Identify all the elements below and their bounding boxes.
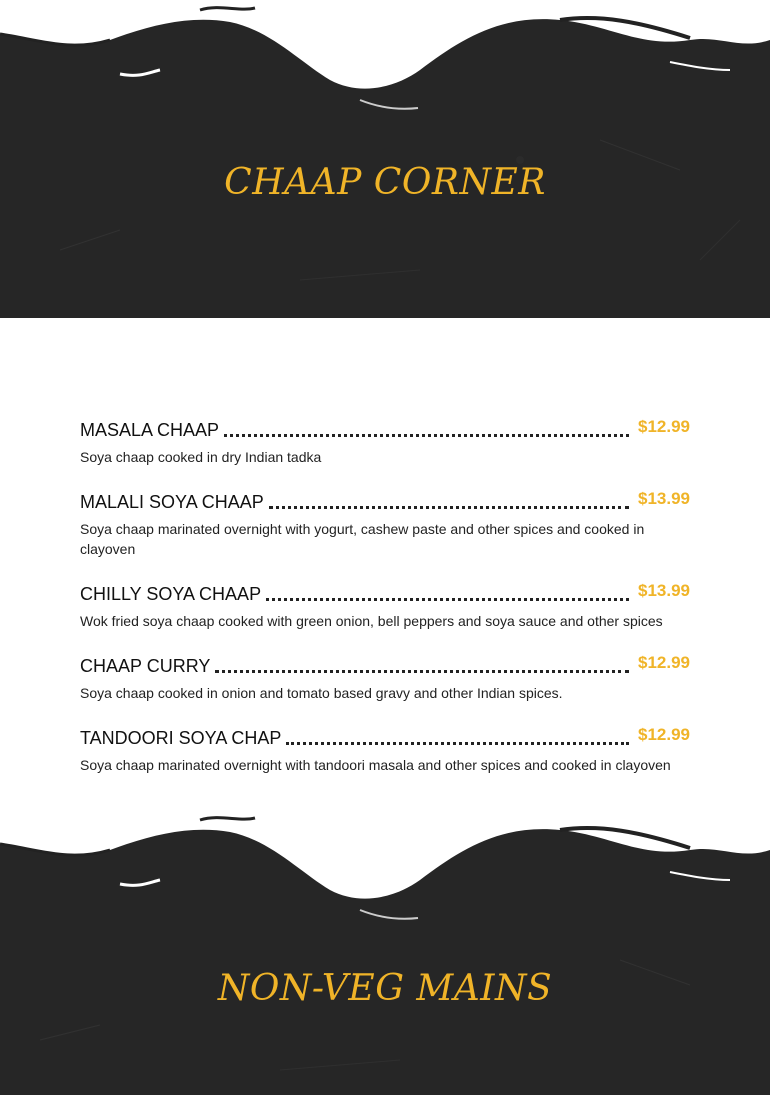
menu-item-row (80, 488, 690, 514)
menu-item-name: CHILLY SOYA CHAAP (80, 584, 262, 604)
menu-item-price: $12.99 (638, 653, 690, 672)
menu-item (80, 724, 690, 775)
section-title-chaap-corner: CHAAP CORNER (224, 162, 546, 203)
brush-wave-bottom (0, 810, 770, 940)
dot-leader (266, 598, 629, 601)
dot-leader (224, 434, 629, 437)
menu-item-description: Soya chaap cooked in dry Indian tadka (80, 449, 322, 465)
menu-item-list (80, 416, 690, 796)
menu-item-name: MASALA CHAAP (80, 420, 220, 440)
menu-item-description: Wok fried soya chaap cooked with green onion, bell peppers and soya sauce and other spices (80, 613, 663, 629)
dot-leader (286, 742, 629, 745)
menu-item-name: CHAAP CURRY (80, 656, 211, 676)
dot-leader (269, 506, 629, 509)
dot-leader (215, 670, 629, 673)
menu-item-row (80, 580, 690, 606)
menu-item-row (80, 416, 690, 442)
menu-item-name: TANDOORI SOYA CHAP (80, 728, 282, 748)
menu-item-description: Soya chaap marinated overnight with yogurt, cashew paste and other spices and cooked in clayoven (80, 521, 645, 557)
menu-item-description: Soya chaap marinated overnight with tandoori masala and other spices and cooked in clayoven (80, 757, 671, 773)
menu-item (80, 416, 690, 467)
section-title-non-veg-mains: NON-VEG MAINS (217, 968, 553, 1009)
brush-wave-top (0, 0, 770, 130)
menu-item-row (80, 724, 690, 750)
menu-item-price: $13.99 (638, 489, 690, 508)
menu-item-name: MALALI SOYA CHAAP (80, 492, 264, 512)
chalkboard-banner-bottom (0, 810, 770, 1095)
menu-item (80, 488, 690, 559)
menu-item (80, 580, 690, 631)
chalkboard-banner-top (0, 0, 770, 318)
menu-item (80, 652, 690, 703)
menu-item-price: $12.99 (638, 725, 690, 744)
menu-item-description: Soya chaap cooked in onion and tomato based gravy and other Indian spices. (80, 685, 563, 701)
menu-item-price: $13.99 (638, 581, 690, 600)
menu-item-row (80, 652, 690, 678)
menu-item-price: $12.99 (638, 417, 690, 436)
